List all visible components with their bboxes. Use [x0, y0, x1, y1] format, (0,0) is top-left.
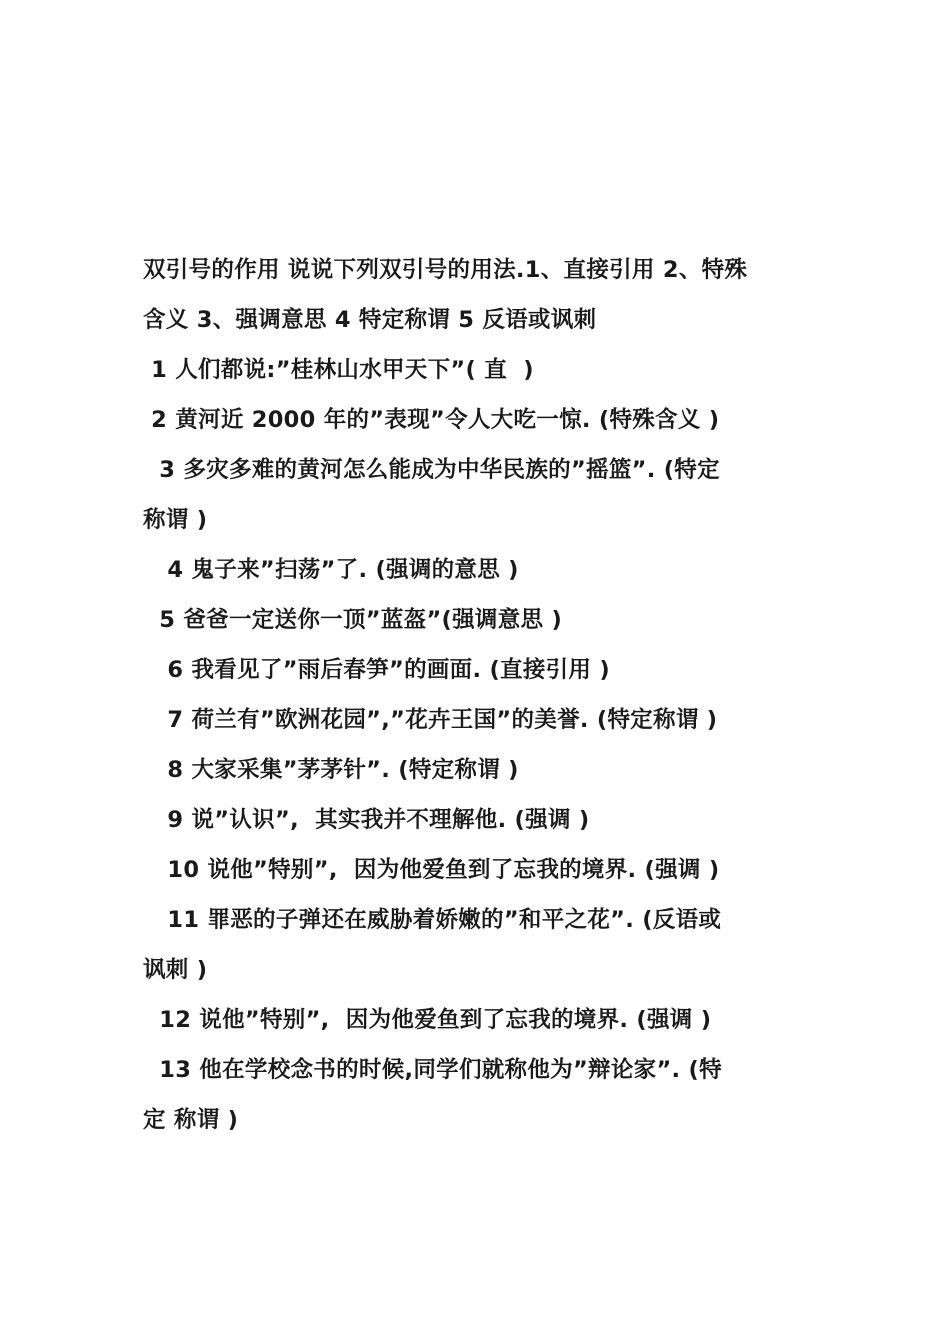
text-line-9: 9 说”认识”, 其实我并不理解他. (强调 ) — [143, 807, 590, 833]
text-line-8: 8 大家采集”茅茅针”. (特定称谓 ) — [143, 757, 519, 783]
document-body — [143, 248, 823, 1148]
text-line-11: 11 罪恶的子弹还在威胁着娇嫩的”和平之花”. (反语或 — [143, 907, 722, 933]
text-line-5: 5 爸爸一定送你一顶”蓝盔”(强调意思 ) — [143, 607, 563, 633]
text-line-title: 双引号的作用 说说下列双引号的用法.1、直接引用 2、特殊 — [143, 257, 748, 283]
text-line-13-cont: 定 称谓 ) — [143, 1107, 239, 1133]
text-line-10: 10 说他”特别”, 因为他爱鱼到了忘我的境界. (强调 ) — [143, 857, 720, 883]
text-line-7: 7 荷兰有”欧洲花园”,”花卉王国”的美誉. (特定称谓 ) — [143, 707, 718, 733]
text-line-11-cont: 讽刺 ) — [143, 957, 208, 983]
text-line-6: 6 我看见了”雨后春笋”的画面. (直接引用 ) — [143, 657, 610, 683]
text-line-1: 1 人们都说:”桂林山水甲天下”( 直 ) — [143, 357, 534, 383]
text-line-12: 12 说他”特别”, 因为他爱鱼到了忘我的境界. (强调 ) — [143, 1007, 712, 1033]
text-line-2: 2 黄河近 2000 年的”表现”令人大吃一惊. (特殊含义 ) — [143, 407, 720, 433]
text-line-13: 13 他在学校念书的时候,同学们就称他为”辩论家”. (特 — [143, 1057, 722, 1083]
text-line-3-cont: 称谓 ) — [143, 507, 208, 533]
text-line-3: 3 多灾多难的黄河怎么能成为中华民族的”摇篮”. (特定 — [143, 457, 720, 483]
text-line-title-cont: 含义 3、强调意思 4 特定称谓 5 反语或讽刺 — [143, 307, 597, 333]
text-line-4: 4 鬼子来”扫荡”了. (强调的意思 ) — [143, 557, 519, 583]
